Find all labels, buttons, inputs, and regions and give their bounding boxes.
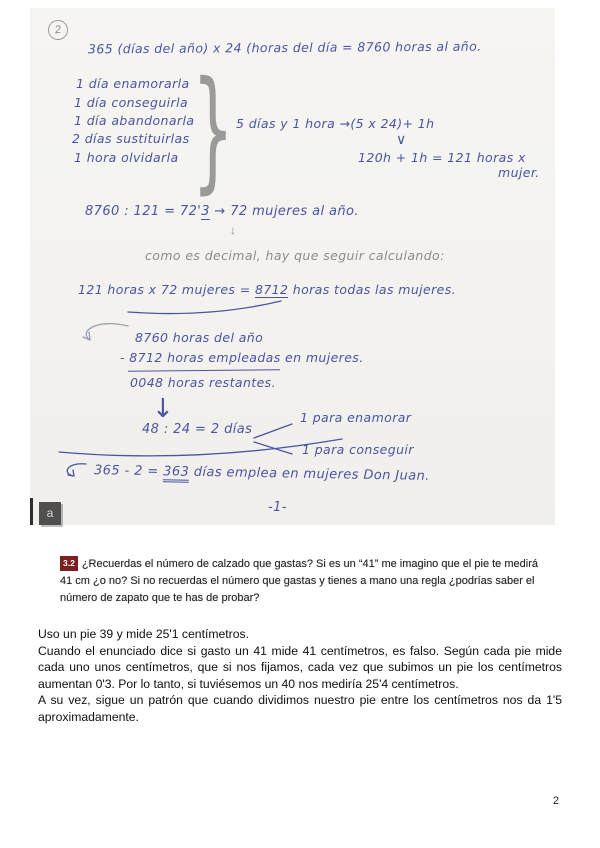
hw-decimal-note: como es decimal, hay que seguir calculando: <box>145 248 445 263</box>
photo-edge <box>30 498 33 525</box>
down-arrow-icon: ↓ <box>152 394 175 424</box>
hw-division-suffix: → 72 mujeres al año. <box>209 204 359 219</box>
scanned-worksheet-image <box>30 8 555 525</box>
long-underline-swoosh <box>56 436 346 462</box>
hw-branch1: 1 para enamorar <box>300 410 412 425</box>
loop-arrow-icon <box>76 320 134 346</box>
hw-final-prefix: 365 - 2 = <box>93 463 164 480</box>
hw-list-item: 2 días sustituirlas <box>72 131 190 146</box>
small-down-arrow-icon: ↓ <box>230 223 236 237</box>
hw-sub-line2: - 8712 horas empleadas en mujeres. <box>120 350 364 365</box>
hw-final-line <box>94 463 430 484</box>
hw-final-days: 363 <box>163 464 189 482</box>
underline-swoosh <box>125 298 285 316</box>
hw-final-suffix: días emplea en mujeres Don Juan. <box>189 464 430 484</box>
hw-division2-line: 48 : 24 = 2 días <box>142 422 253 437</box>
hw-sum-hours-line: 120h + 1h = 121 horas x <box>358 150 526 165</box>
hw-hours-per-year-line: 365 (días del año) x 24 (horas del día = 8760 horas al año. <box>87 38 482 57</box>
hw-mult-suffix: horas todas las mujeres. <box>288 282 457 297</box>
hw-mult-value: 8712 <box>254 282 289 297</box>
page-number: 2 <box>552 795 559 807</box>
hw-branch2: 1 para conseguir <box>302 442 414 457</box>
hw-sheet-page-marker: -1- <box>268 500 287 515</box>
v-arrow-down-icon: ∨ <box>396 132 407 148</box>
hw-sum-hours-cont: mujer. <box>498 165 540 180</box>
hw-sub-result: 0048 horas restantes. <box>130 375 276 390</box>
hw-division-prefix: 8760 : 121 = 72' <box>85 204 202 219</box>
circled-page-label: 2 <box>47 19 70 42</box>
answer-paragraph-3: A su vez, sigue un patrón que cuando dividimos nuestro pie entre los centímetros nos da 1'5 aproximadamente. <box>38 693 562 724</box>
curly-brace-icon: } <box>192 53 234 207</box>
hw-five-days-note: 5 días y 1 hora →(5 x 24)+ 1h <box>236 116 435 131</box>
exercise-question-box <box>60 556 548 607</box>
hw-division-line <box>85 204 359 219</box>
answer-paragraph-2: Cuando el enunciado dice si gasto un 41 mide 41 centímetros, es falso. Según cada pie mide cada uno unos centímetros, que si nos fijamos, cada vez que subimos un pie los centímetros aumentan 0'3. Por lo tanto, si tuviésemos un 40 nos mediría 25'4 centímetros. <box>38 643 562 691</box>
exercise-question-text: ¿Recuerdas el número de calzado que gastas? Si es un “41” me imagino que el pie te medirá 41 cm ¿o no? Si no recuerdas el número que gastas y tienes a mano una regla ¿podrías saber el número de zapato que te has de probar? <box>60 558 538 605</box>
hw-mult-prefix: 121 horas x 72 mujeres = <box>78 282 255 297</box>
photo-corner-tab: a <box>39 502 61 525</box>
hw-division-decimal: 3 <box>201 204 210 219</box>
hw-sub-line1: 8760 horas del año <box>135 330 264 345</box>
hw-list-item: 1 hora olvidarla <box>74 150 179 165</box>
hw-list-item: 1 día abandonarla <box>74 113 195 128</box>
exercise-number-badge: 3.2 <box>60 556 78 571</box>
answer-paragraph-1: Uso un pie 39 y mide 25'1 centímetros. <box>38 627 249 641</box>
typed-answer-block <box>38 626 562 725</box>
loop-arrow2-icon <box>62 460 92 480</box>
hw-list-item: 1 día enamorarla <box>76 76 190 91</box>
hw-list-item: 1 día conseguirla <box>74 95 189 110</box>
subtraction-rule-line <box>128 369 280 372</box>
hw-multiplication-line <box>78 282 456 297</box>
